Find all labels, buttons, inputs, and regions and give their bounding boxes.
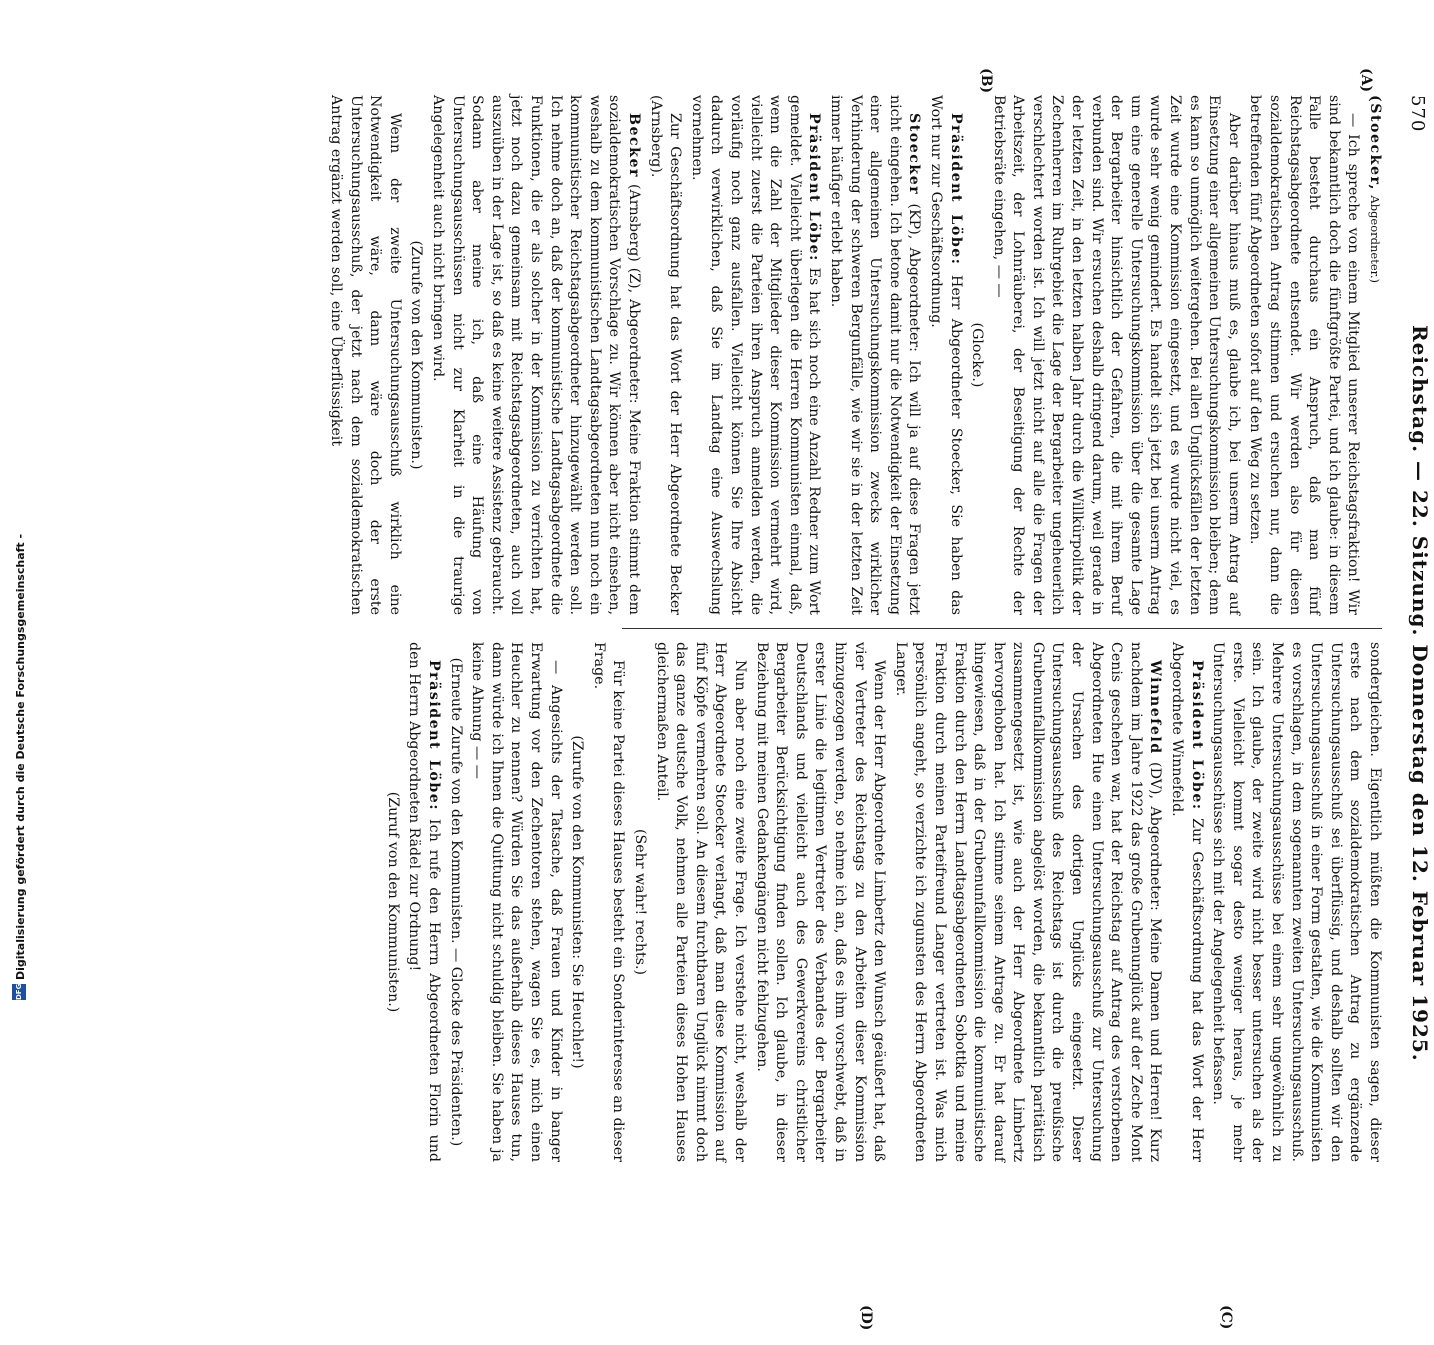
paragraph (825, 95, 923, 615)
stage-direction: (Sehr wahr! rechts.) (632, 828, 649, 976)
page-number: 570 (1407, 95, 1428, 133)
speaker-name: (Stoecker, (1367, 95, 1383, 191)
footer-strip (0, 0, 40, 1000)
footer-credit: Digitalisierung gefördert durch die Deutsche Forschungsgemeinschaft - (14, 533, 27, 980)
paragraph: Nun aber noch eine zweite Frage. Ich verstehe nicht, weshalb der Herr Abgeordnete Stoecker verlangt, daß man diese Kommission auf fünf Köpfe vermehren soll. An diesem furchtbaren Unglück nimmt doch das ganze deutsche Volk, nehmen alle Parteien dieses Hohen Hauses gleichermaßen Anteil. (653, 642, 748, 1162)
speech-text: (Arnsberg) (Z), Abgeordneter: Meine Fraktion stimmt dem sozialdemokratischen Vorschlage zu. Wir können aber nicht einsehen, weshalb zu dem kommunistischen Landtagsabgeordneten nun noch ein kommunistischer Reichstagsabgeordneter hinzugewählt werden soll. Ich nehme doch an, daß der kommunistische Landtagsabgeordnete die Funktionen, die er als solcher in der Kommission zu verrichten hat, jetzt noch dazu gemeinsam mit Reichstagsabgeordneten, auch voll auszuüben in der Lage ist, so daß es keine weitere Assistenz gebraucht. Sodann aber meine ich, daß eine Häufung von Untersuchungsausschüssen nicht zur Klarheit in die traurige Angelegenheit auch nicht bringen wird. (430, 95, 643, 615)
paragraph: Zur Geschäftsordnung hat das Wort der Herr Abgeordnete Becker (Arnsberg). (647, 95, 684, 615)
speech-text: Zur Geschäftsordnung hat das Wort der Herr Abgeordnete Winnefeld. (1169, 642, 1205, 1162)
left-column (324, 95, 1384, 615)
paragraph: Für keine Partei dieses Hauses besteht ein Sonderinteresse an dieser Frage. (590, 642, 627, 1162)
speech-text: (DV), Abgeordneter: Meine Damen und Herren! Kurz nachdem im Jahre 1922 das große Grubenunglück auf der Zeche Mont Cenis geschehen war, hat der Reichstag auf Antrag des verstorbenen Abgeordneten Hue einen Untersuchungsausschuß zur Untersuchung der Ursachen des dortigen Unglücks eingesetzt. Dieser Untersuchungsausschuß des Reichstags ist durch die preußische Grubenunfallkommission abgelöst worden, die bekanntlich paritätisch zusammengesetzt ist, wie auch der Herr Abgeordnete Limbertz hervorgehoben hat. Ich stimme seinem Antrage zu. Er hat darauf hingewiesen, daß in der Grubenunfallkommission die kommunistische Fraktion durch den Herrn Landtagsabgeordneten Sobottka und meine Fraktion durch meinen Parteifreund Langer vertreten ist. Was mich persönlich angeht, so verzichte ich zugunsten des Herrn Abgeordneten Langer. (892, 642, 1164, 1162)
column-divider (622, 628, 1382, 629)
stage-direction: (Erneute Zurufe von den Kommunisten. — Glocke des Präsidenten.) (447, 657, 464, 1147)
speaker-name: Präsident Löbe: (1188, 660, 1205, 811)
speaker-name: Becker (626, 113, 643, 178)
dfg-logo-icon: DFG (12, 984, 26, 1000)
paragraph (925, 95, 964, 615)
paragraph: Wenn der zweite Untersuchungsausschuß wirklich eine Notwendigkeit wäre, dann wäre doch der erste Untersuchungsausschuß, der jetzt nach dem sozialdemokratischen Antrag ergänzt werden soll, eine Überflüssigkeit (328, 95, 403, 615)
stage-direction: (Zuruf von den Kommunisten.) (384, 791, 401, 1013)
margin-mark-b: (B) (978, 68, 994, 94)
stage-direction: (Zurufe von den Kommunisten: Sie Heuchler!) (569, 735, 586, 1069)
paragraph (428, 95, 644, 615)
paragraph (1166, 642, 1205, 1162)
speaker-name: Präsident Löbe: (947, 113, 964, 266)
stage-direction: (Zurufe von den Kommunisten.) (408, 240, 425, 470)
margin-mark-a: (A) (1358, 68, 1374, 93)
paragraph: Aber darüber hinaus muß es, glaube ich, bei unserm Antrag auf Einsetzung einer allgemeinen Untersuchungskommission bleiben; denn es kann so unmöglich weitergehen. Bei allen Unglücksfällen der letzten Zeit wurde eine Kommission eingesetzt, und es wurde nicht viel, es wurde sehr wenig gemindert. Es handelt sich jetzt bei unserm Antrag um eine generelle Untersuchungskommission über die gesamte Lage der Bergarbeiter hinsichtlich der Gefahren, die mit ihrem Beruf verbunden sind. Wir ersuchen deshalb dringend darum, weil gerade in der letzten Zeit, in den letzten halben Jahr durch die Willkürpolitik der Zechenherren im Ruhrgebiet die Lage der Bergarbeiter ungeheuerlich verschlechtert worden ist. Ich will jetzt nicht auf alle die Fragen der Arbeitszeit, der Lohnräuberei, der Beseitigung der Rechte der Betriebsräte eingehen, — — (990, 95, 1242, 615)
stage-direction: (Glocke.) (969, 322, 986, 388)
speech-text: Herr Abgeordneter Stoecker, Sie haben das Wort nur zur Geschäftsordnung. (927, 95, 964, 615)
paragraph: — Ich spreche von einem Mitglied unserer Reichstagsfraktion! Wir sind bekanntlich doch die fünftgrößte Partei, und ich glaube: in diesem Falle besteht durchaus ein Anspruch, daß man fünf Reichstagsabgeordnete entsendet. Wir werden also für diesen sozialdemokratischen Antrag stimmen und ersuchen nur, dann die betreffenden fünf Abgeordneten sofort auf den Weg zu setzen. (1247, 95, 1362, 615)
paragraph: Wenn der Herr Abgeordnete Limbertz den Wunsch geäußert hat, daß vier Vertreter des Reichstags zu den Arbeiten dieser Kommission hinzugezogen werden, so nehme ich an, daß es ihm vorschwebt, daß in erster Linie die legitimen Vertreter des Verbandes der Bergarbeiter Deutschlands und vielleicht auch des Gewerkvereins christlicher Bergarbeiter Berücksichtigung finden sollen. Ich glaube, in dieser Beziehung mit meinen Gedankengängen nicht fehlzugehen. (753, 642, 888, 1162)
margin-mark-d: (D) (858, 1305, 874, 1331)
paragraph (890, 642, 1164, 1162)
footer-rotated (0, 0, 40, 1000)
speech-text: Es hat sich noch eine Anzahl Redner zum Wort gemeldet. Vielleicht überlegen die Herren Kommunisten einmal, daß, wenn die Zahl der Mitglieder dieser Kommission vermehrt wird, vielleicht zuerst die Parteien ihren Anspruch anmelden werden, die vorläufig noch ganz ausfallen. Vielleicht können Sie Ihre Absicht dadurch verwirklichen, daß Sie im Landtag eine Auswechslung vornehmen. (688, 95, 823, 616)
speaker-role: Abgeordneter.) (1368, 195, 1382, 284)
speaker-name: Winnefeld (1147, 660, 1164, 755)
paragraph: — Angesichts der Tatsache, daß Frauen und Kinder in banger Erwartung vor den Zechentoren stehen, wagen Sie es, mich einen Heuchler zu nennen? Würden Sie das außerhalb dieses Hauses tun, dann würde ich Ihnen die Quittung nicht schuldig bleiben. Sie haben ja keine Ahnung — — (469, 642, 564, 1162)
margin-mark-c: (C) (1218, 1305, 1234, 1330)
right-column (380, 642, 1384, 1162)
paragraph: sondergleichen. Eigentlich müßten die Kommunisten sagen, dieser erste nach dem sozialdemokratischen Antrag zu ergänzende Untersuchungsausschuß sei überflüssig, und deshalb sollten wir den Untersuchungsausschuß in einer Form gestalten, wie die Kommunisten es vorschlagen, in dem sogenannten zweiten Untersuchungsausschuß. Mehrere Untersuchungsausschüsse bei einem sehr ungewöhnlich zu sein. Ich glaube, der zweite wird nicht besser untersuchen als der erste. Vielleicht kommt sogar desto weniger heraus, je mehr Untersuchungsausschüsse sich mit der Angelegenheit befassen. (1210, 642, 1383, 1162)
speech-text: Ich rufe den Herrn Abgeordneten Florin und den Herrn Abgeordneten Rädel zur Ordnung! (406, 642, 443, 1162)
paragraph (404, 642, 443, 1162)
page-title: Reichstag. — 22. Sitzung. Donnerstag den 12. Februar 1925. (1408, 325, 1432, 1062)
speech-text: (KP), Abgeordneter: Ich will ja auf diese Fragen jetzt nicht eingehen. Ich betone damit nur die Notwendigkeit der Einsetzung einer allgemeinen Untersuchungskommission zwecks wirklicher Verhinderung der schweren Bergunfälle, wie wir sie in der letzten Zeit immer häufiger erlebt haben. (827, 95, 923, 615)
paragraph (1364, 95, 1384, 615)
speaker-name: Stoecker (906, 113, 923, 196)
page-header (1394, 95, 1434, 1345)
speaker-name: Präsident Löbe: (426, 660, 443, 812)
paragraph (686, 95, 823, 615)
speaker-name: Präsident Löbe: (806, 113, 823, 262)
